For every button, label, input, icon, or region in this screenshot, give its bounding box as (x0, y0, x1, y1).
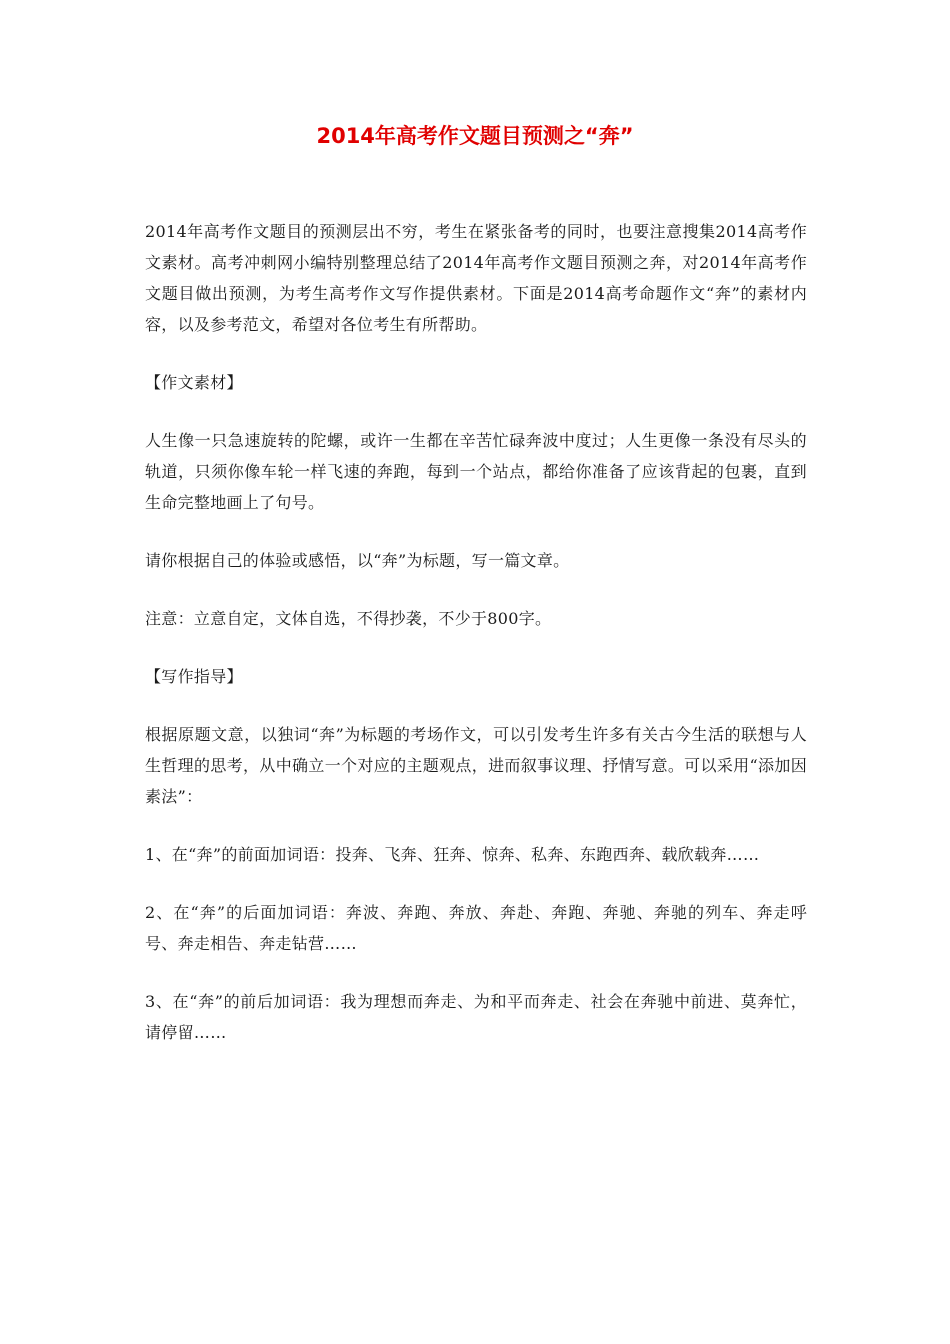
guidance-paragraph: 根据原题文意，以独词“奔”为标题的考场作文，可以引发考生许多有关古今生活的联想与人生哲理的思考，从中确立一个对应的主题观点，进而叙事议理、抒情写意。可以采用“添加因素法”： (145, 725, 807, 806)
document-body (145, 216, 807, 1075)
material-paragraph: 人生像一只急速旋转的陀螺，或许一生都在辛苦忙碌奔波中度过；人生更像一条没有尽头的轨道，只须你像车轮一样飞速的奔跑，每到一个站点，都给你准备了应该背起的包裹，直到生命完整地画上了句号。 (145, 431, 807, 512)
section-heading-guidance: 【写作指导】 (145, 667, 243, 686)
prompt-paragraph: 请你根据自己的体验或感悟，以“奔”为标题，写一篇文章。 (145, 551, 570, 570)
notice-paragraph: 注意：立意自定，文体自选，不得抄袭，不少于800字。 (145, 609, 552, 628)
list-item: 2、在“奔”的后面加词语：奔波、奔跑、奔放、奔赴、奔跑、奔驰、奔驰的列车、奔走呼号、奔走相告、奔走钻营…… (145, 903, 807, 953)
document-title: 2014年高考作文题目预测之“奔” (316, 124, 634, 148)
list-item: 1、在“奔”的前面加词语：投奔、飞奔、狂奔、惊奔、私奔、东跑西奔、载欣载奔…… (145, 845, 760, 864)
list-item: 3、在“奔”的前后加词语：我为理想而奔走、为和平而奔走、社会在奔驰中前进、莫奔忙，请停留…… (145, 992, 807, 1042)
intro-paragraph: 2014年高考作文题目的预测层出不穷，考生在紧张备考的同时，也要注意搜集2014高考作文素材。高考冲刺网小编特别整理总结了2014年高考作文题目预测之奔，对2014年高考作文题目做出预测，为考生高考作文写作提供素材。下面是2014高考命题作文“奔”的素材内容，以及参考范文，希望对各位考生有所帮助。 (145, 222, 807, 334)
section-heading-material: 【作文素材】 (145, 373, 243, 392)
